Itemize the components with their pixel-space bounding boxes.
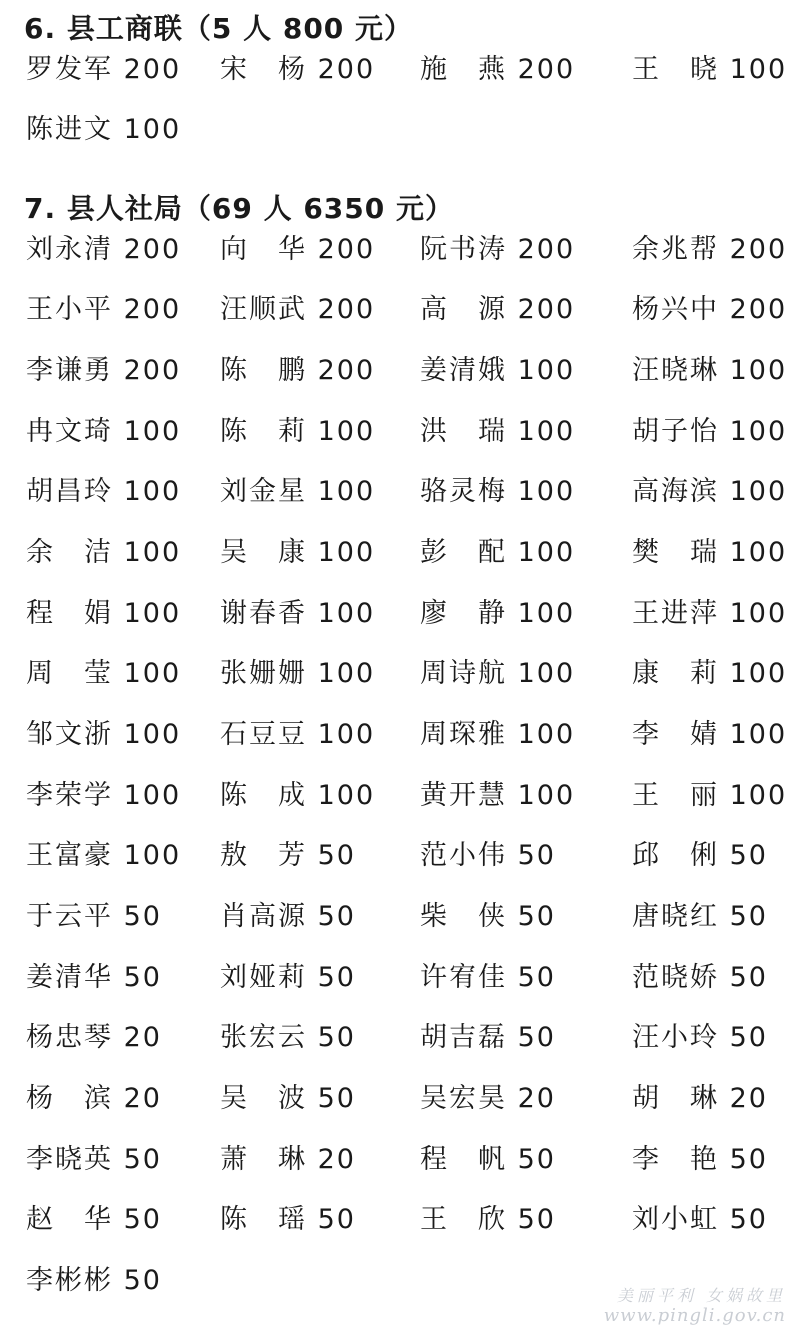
donor-entry: 汪小玲 50	[632, 1022, 768, 1053]
donor-entry: 廖 静 100	[420, 598, 576, 629]
donor-entry: 张姗姗 100	[220, 658, 376, 689]
donor-entry: 胡 琳 20	[632, 1083, 768, 1114]
donor-entry: 王 晓 100	[632, 54, 788, 85]
donor-entry: 余 洁 100	[26, 537, 182, 568]
donor-entry: 肖高源 50	[220, 901, 356, 932]
donor-entry: 石豆豆 100	[220, 719, 376, 750]
name-row	[0, 776, 800, 816]
donor-entry: 陈进文 100	[26, 114, 182, 145]
donor-entry: 陈 莉 100	[220, 416, 376, 447]
watermark-url: www.pingli.gov.cn	[603, 1305, 786, 1326]
name-row	[0, 594, 800, 634]
site-watermark	[604, 1286, 786, 1326]
donor-entry: 施 燕 200	[420, 54, 576, 85]
donor-entry: 阮书涛 200	[420, 234, 576, 265]
donor-entry: 汪晓琳 100	[632, 355, 788, 386]
name-row	[0, 110, 800, 150]
donor-entry: 康 莉 100	[632, 658, 788, 689]
name-row	[0, 230, 800, 270]
donor-entry: 李荣学 100	[26, 780, 182, 811]
donor-entry: 王进萍 100	[632, 598, 788, 629]
donor-entry: 刘永清 200	[26, 234, 182, 265]
name-row	[0, 1200, 800, 1240]
donor-entry: 杨忠琴 20	[26, 1022, 162, 1053]
donor-entry: 于云平 50	[26, 901, 162, 932]
donor-entry: 汪顺武 200	[220, 294, 376, 325]
donor-entry: 范小伟 50	[420, 840, 556, 871]
donor-entry: 周琛雅 100	[420, 719, 576, 750]
section-heading: 7. 县人社局（69 人 6350 元）	[24, 192, 455, 225]
donor-entry: 吴宏昊 20	[420, 1083, 556, 1114]
name-row	[0, 654, 800, 694]
section-heading: 6. 县工商联（5 人 800 元）	[24, 12, 414, 45]
donor-entry: 邹文浙 100	[26, 719, 182, 750]
donor-entry: 罗发军 200	[26, 54, 182, 85]
donor-entry: 陈 鹏 200	[220, 355, 376, 386]
donor-entry: 敖 芳 50	[220, 840, 356, 871]
donor-entry: 陈 成 100	[220, 780, 376, 811]
donor-entry: 胡昌玲 100	[26, 476, 182, 507]
name-row	[0, 290, 800, 330]
donor-entry: 黄开慧 100	[420, 780, 576, 811]
name-row	[0, 715, 800, 755]
donor-entry: 杨兴中 200	[632, 294, 788, 325]
donor-entry: 柴 侠 50	[420, 901, 556, 932]
donor-entry: 王 欣 50	[420, 1204, 556, 1235]
donor-entry: 姜清华 50	[26, 962, 162, 993]
name-row	[0, 533, 800, 573]
donor-entry: 高 源 200	[420, 294, 576, 325]
name-row	[0, 1079, 800, 1119]
donor-entry: 刘金星 100	[220, 476, 376, 507]
donor-entry: 姜清娥 100	[420, 355, 576, 386]
donor-entry: 刘小虹 50	[632, 1204, 768, 1235]
donor-entry: 周诗航 100	[420, 658, 576, 689]
name-row	[0, 897, 800, 937]
donor-entry: 萧 琳 20	[220, 1144, 356, 1175]
name-row	[0, 412, 800, 452]
name-row	[0, 351, 800, 391]
donor-entry: 王小平 200	[26, 294, 182, 325]
donor-entry: 李 婧 100	[632, 719, 788, 750]
donor-entry: 李谦勇 200	[26, 355, 182, 386]
name-row	[0, 958, 800, 998]
donor-entry: 王 丽 100	[632, 780, 788, 811]
donor-entry: 彭 配 100	[420, 537, 576, 568]
donor-entry: 王富豪 100	[26, 840, 182, 871]
donor-entry: 樊 瑞 100	[632, 537, 788, 568]
donor-entry: 杨 滨 20	[26, 1083, 162, 1114]
donor-entry: 向 华 200	[220, 234, 376, 265]
name-row	[0, 1140, 800, 1180]
donor-entry: 邱 俐 50	[632, 840, 768, 871]
donor-entry: 赵 华 50	[26, 1204, 162, 1235]
donor-entry: 高海滨 100	[632, 476, 788, 507]
donor-entry: 胡吉磊 50	[420, 1022, 556, 1053]
donor-entry: 程 娟 100	[26, 598, 182, 629]
donor-entry: 刘娅莉 50	[220, 962, 356, 993]
name-row	[0, 1018, 800, 1058]
donor-entry: 唐晓红 50	[632, 901, 768, 932]
donor-entry: 宋 杨 200	[220, 54, 376, 85]
donor-entry: 范晓娇 50	[632, 962, 768, 993]
donor-entry: 张宏云 50	[220, 1022, 356, 1053]
donor-entry: 陈 瑶 50	[220, 1204, 356, 1235]
donor-entry: 洪 瑞 100	[420, 416, 576, 447]
donor-entry: 冉文琦 100	[26, 416, 182, 447]
donor-entry: 吴 波 50	[220, 1083, 356, 1114]
donor-entry: 许宥佳 50	[420, 962, 556, 993]
donor-entry: 李彬彬 50	[26, 1265, 162, 1296]
name-row	[0, 472, 800, 512]
donor-entry: 吴 康 100	[220, 537, 376, 568]
watermark-slogan: 美丽平利 女娲故里	[616, 1286, 786, 1305]
donor-entry: 余兆帮 200	[632, 234, 788, 265]
donor-entry: 李晓英 50	[26, 1144, 162, 1175]
donor-entry: 谢春香 100	[220, 598, 376, 629]
donor-entry: 骆灵梅 100	[420, 476, 576, 507]
name-row	[0, 50, 800, 90]
donor-entry: 胡子怡 100	[632, 416, 788, 447]
name-row	[0, 836, 800, 876]
donor-entry: 李 艳 50	[632, 1144, 768, 1175]
donor-entry: 周 莹 100	[26, 658, 182, 689]
donor-entry: 程 帆 50	[420, 1144, 556, 1175]
